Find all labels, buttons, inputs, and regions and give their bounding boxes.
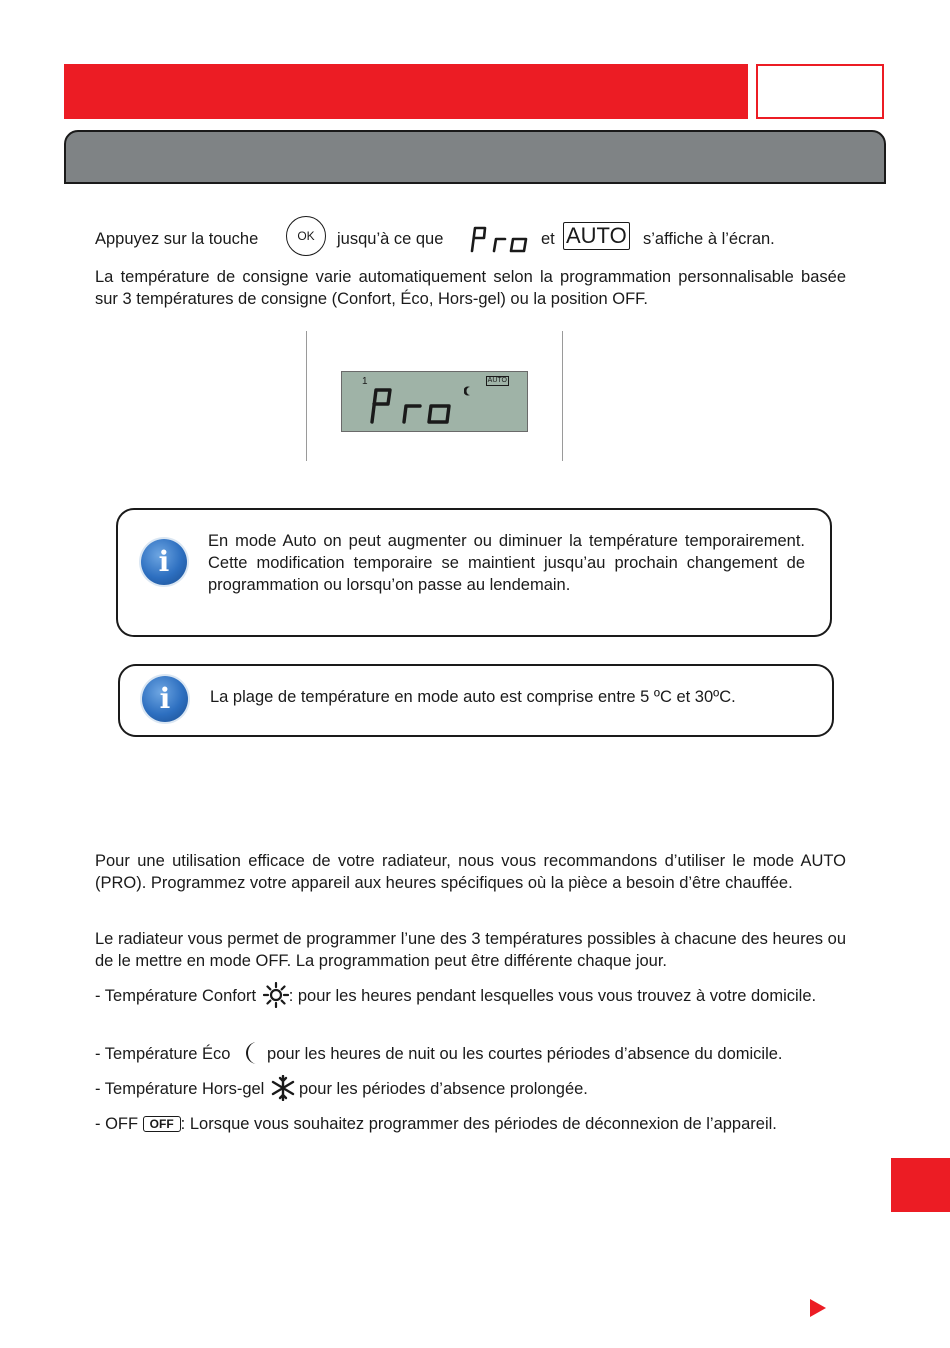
sun-icon	[263, 982, 289, 1008]
figure-right-rule	[562, 331, 563, 461]
info-box	[116, 508, 832, 637]
intro-and: et	[541, 230, 555, 248]
header-page-box	[756, 64, 884, 119]
item-label: - OFF	[95, 1115, 139, 1133]
moon-icon	[239, 1040, 261, 1066]
item-label: - Température Hors-gel	[95, 1080, 265, 1098]
info-box	[118, 664, 834, 737]
item-label: - Température Éco	[95, 1045, 231, 1063]
snowflake-icon	[271, 1075, 295, 1101]
lcd-pro-text	[368, 386, 456, 426]
side-tab-marker	[891, 1158, 950, 1212]
list-item-off	[95, 1113, 855, 1135]
item-text: : Lorsque vous souhaitez programmer des périodes de déconnexion de l’appareil.	[180, 1115, 777, 1133]
list-item-horsgel	[95, 1078, 855, 1101]
info-icon: i	[141, 539, 187, 585]
item-text: pour les périodes d’absence prolongée.	[298, 1080, 588, 1098]
ok-button-icon: OK	[286, 216, 326, 256]
body-paragraph: Pour une utilisation efficace de votre radiateur, nous vous recommandons d’utiliser le mode AUTO (PRO). Programmez votre appareil aux heures spécifiques où la pièce a besoin d’être chauffée.	[95, 852, 846, 892]
next-page-arrow-icon[interactable]	[810, 1299, 826, 1317]
auto-badge: AUTO	[563, 222, 630, 250]
lcd-auto-badge: AUTO	[487, 377, 507, 384]
info-text: La plage de température en mode auto est comprise entre 5 ºC et 30ºC.	[210, 688, 736, 706]
body-paragraph: Le radiateur vous permet de programmer l’une des 3 températures possibles à chacune des heures ou de le mettre en mode OFF. La programmation peut être différente chaque jour.	[95, 930, 846, 970]
lcd-program-number: 1	[362, 376, 368, 387]
list-item-eco	[95, 1043, 855, 1066]
description-text: La température de consigne varie automatiquement selon la programmation personnalisable basée sur 3 températures de consigne (Confort, Éco, Hors-gel) ou la position OFF.	[95, 268, 846, 308]
intro-prefix: Appuyez sur la touche	[95, 230, 259, 248]
off-badge: OFF	[143, 1116, 181, 1132]
item-label: - Température Confort	[95, 987, 257, 1005]
info-text: En mode Auto on peut augmenter ou diminuer la température temporairement. Cette modification temporaire se maintient jusqu’au prochain changement de programmation ou lorsqu’on passe au lendemain.	[208, 532, 805, 594]
item-text: pour les heures de nuit ou les courtes périodes d’absence du domicile.	[267, 1045, 783, 1063]
item-text: : pour les heures pendant lesquelles vous vous trouvez à votre domicile.	[288, 987, 817, 1005]
pro-display-icon	[469, 224, 531, 254]
lcd-display	[341, 371, 528, 432]
intro-line	[95, 216, 855, 266]
list-item-confort	[95, 985, 846, 1008]
figure-left-rule	[306, 331, 307, 461]
section-tab	[64, 130, 886, 184]
header-red-bar	[64, 64, 748, 119]
info-icon: i	[142, 676, 188, 722]
intro-middle: jusqu’à ce que	[337, 230, 444, 248]
intro-suffix: s’affiche à l’écran.	[643, 230, 775, 248]
moon-icon	[464, 386, 472, 396]
